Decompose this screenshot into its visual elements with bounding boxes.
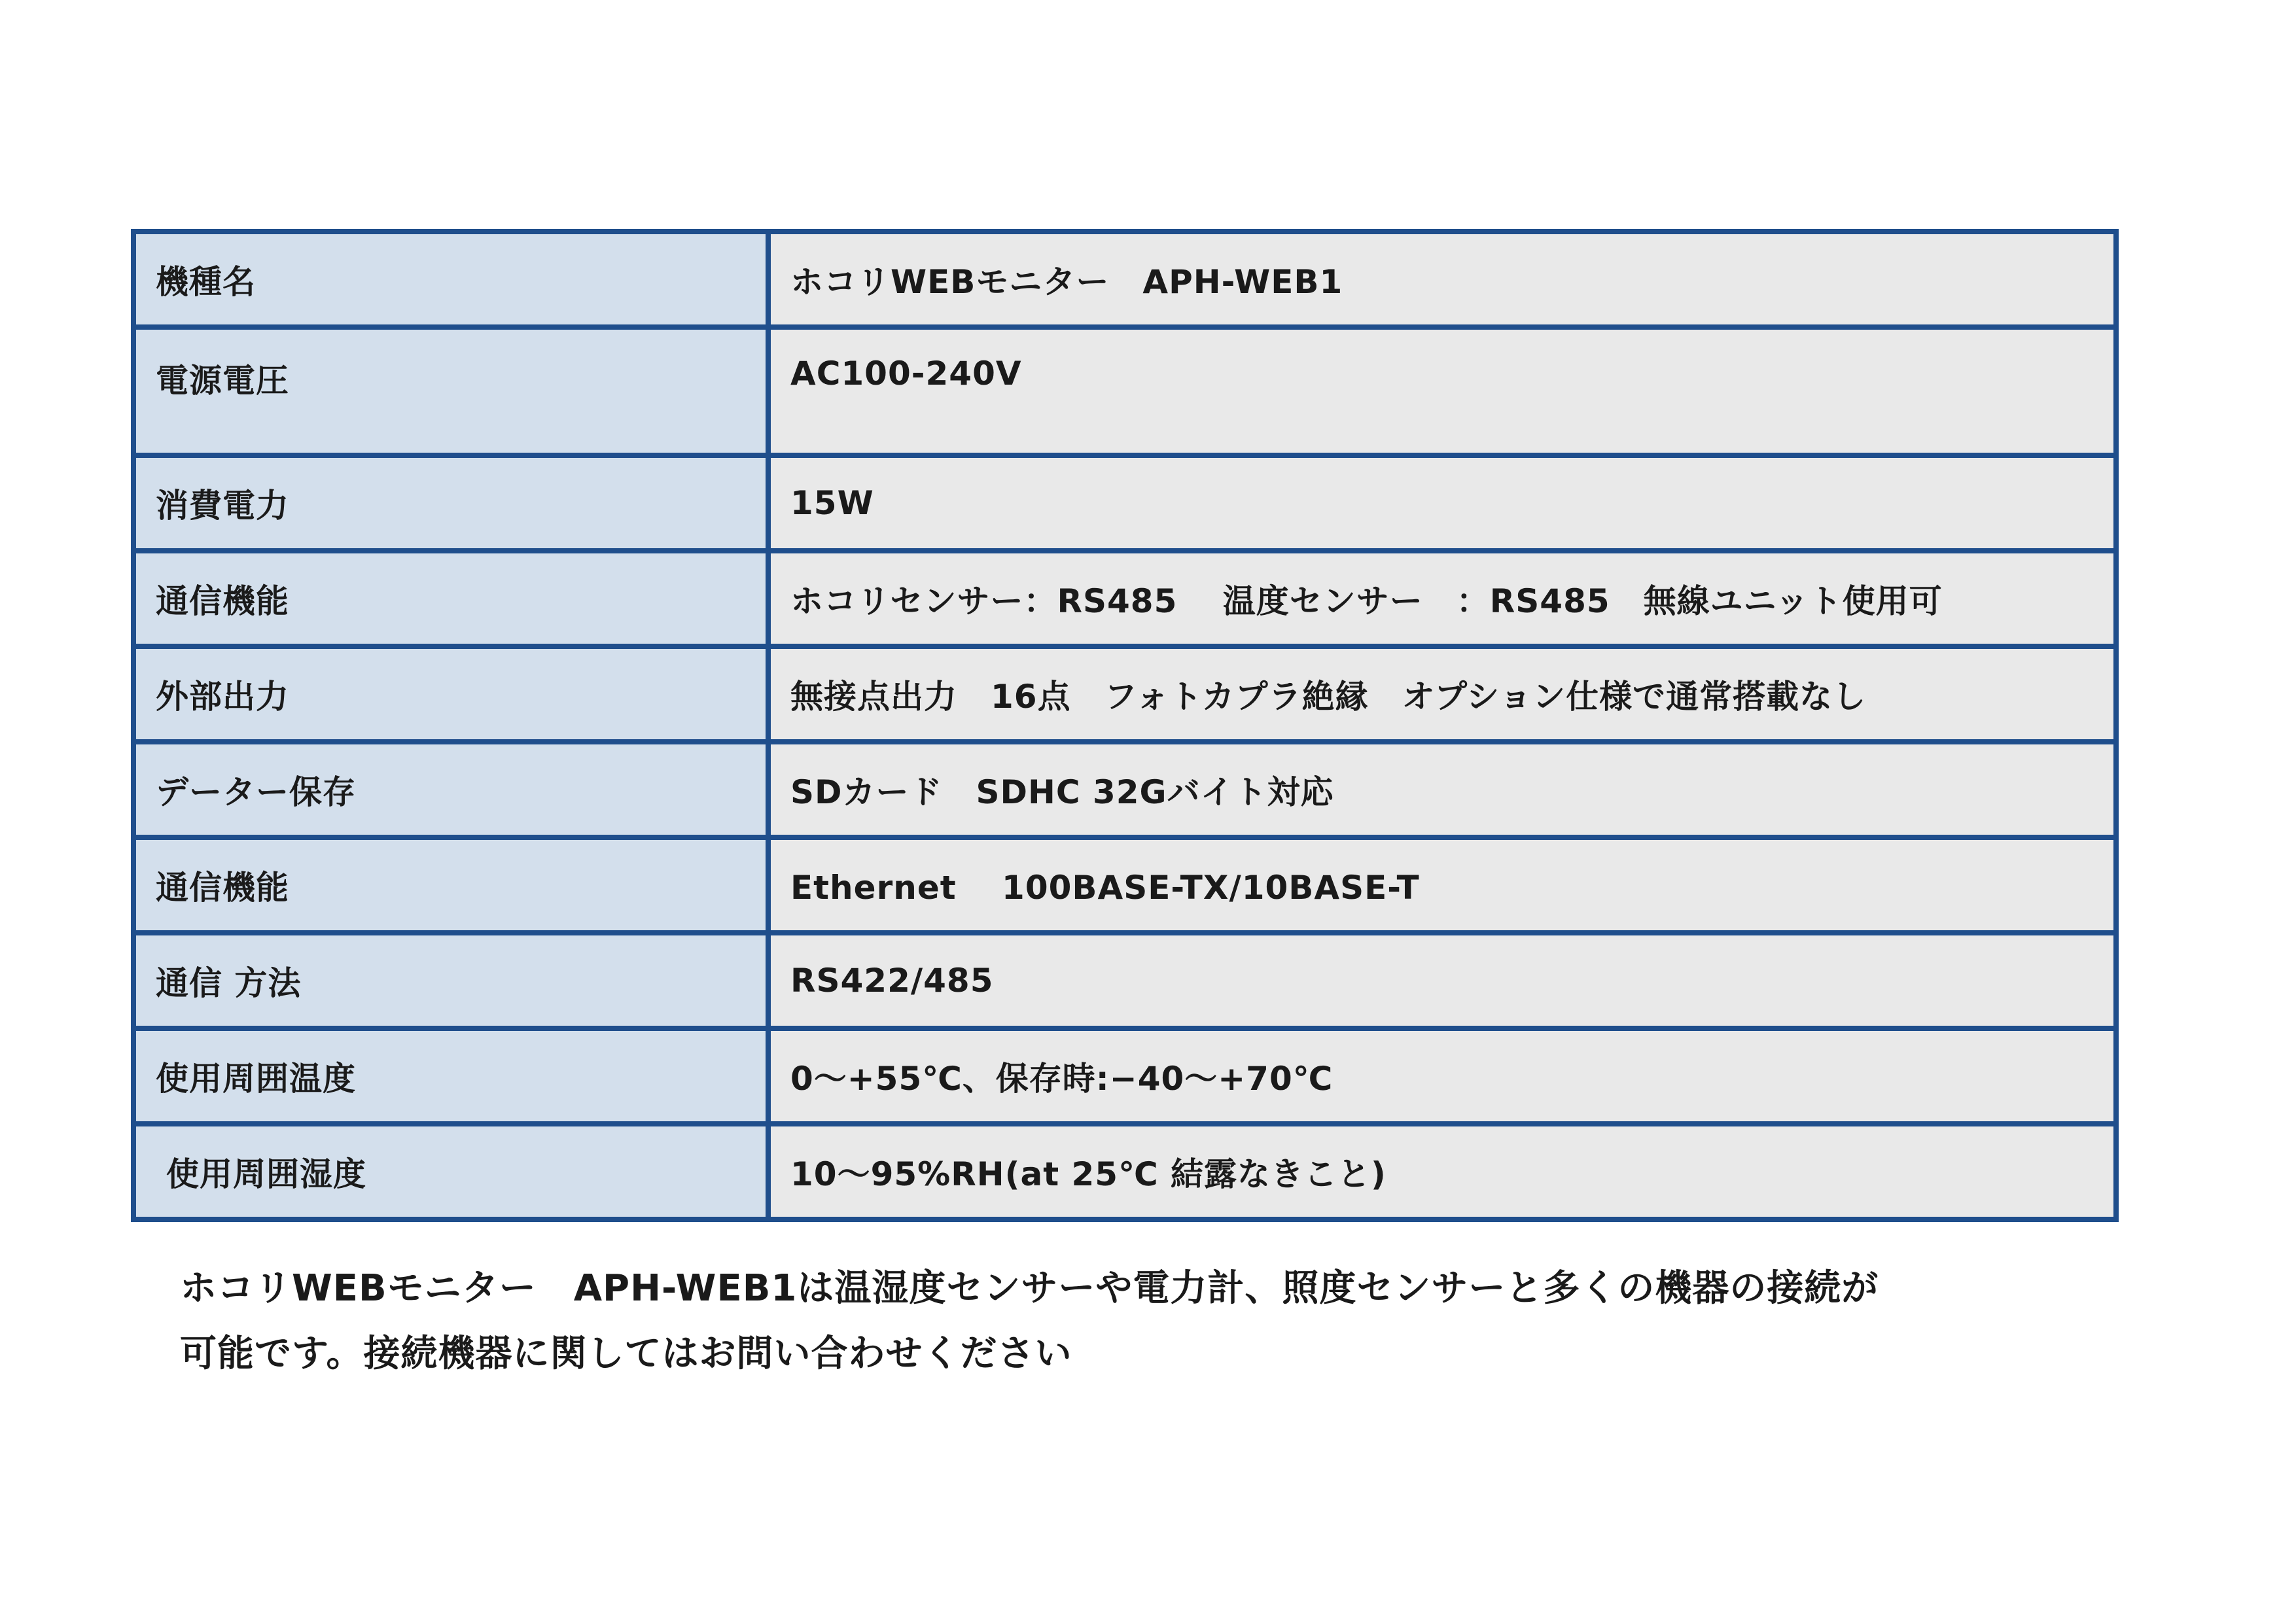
table-row xyxy=(133,455,2116,551)
product-note xyxy=(180,1256,2117,1387)
table-row xyxy=(133,837,2116,933)
spec-value-temperature: 0～+55℃、保存時:−40～+70℃ xyxy=(768,1028,2116,1124)
spec-value-model: ホコリWEBモニター APH-WEB1 xyxy=(768,232,2116,327)
spec-value-external-output: 無接点出力 16点 フォトカプラ絶縁 オプション仕様で通常搭載なし xyxy=(768,646,2116,742)
note-line-2: 可能です。接続機器に関してはお問い合わせください xyxy=(180,1333,1072,1375)
spec-value-humidity: 10～95%RH(at 25℃ 結露なきこと) xyxy=(768,1124,2116,1219)
spec-label-model: 機種名 xyxy=(133,232,768,327)
spec-label-network: 通信機能 xyxy=(133,837,768,933)
spec-table xyxy=(131,229,2119,1222)
spec-label-comm-method: 通信 方法 xyxy=(133,933,768,1028)
spec-label-communication: 通信機能 xyxy=(133,551,768,646)
spec-label-power: 消費電力 xyxy=(133,455,768,551)
table-row xyxy=(133,742,2116,837)
spec-label-data-storage: データー保存 xyxy=(133,742,768,837)
table-row xyxy=(133,1028,2116,1124)
note-line-1: ホコリWEBモニター APH-WEB1は温湿度センサーや電力計、照度センサーと多くの機器の接続が xyxy=(180,1267,1879,1310)
table-row xyxy=(133,646,2116,742)
spec-value-voltage: AC100-240V xyxy=(768,327,2116,455)
table-row xyxy=(133,551,2116,646)
table-row xyxy=(133,933,2116,1028)
spec-value-comm-method: RS422/485 xyxy=(768,933,2116,1028)
table-row xyxy=(133,327,2116,455)
spec-label-voltage: 電源電圧 xyxy=(133,327,768,455)
spec-value-network: Ethernet 100BASE-TX/10BASE-T xyxy=(768,837,2116,933)
spec-label-external-output: 外部出力 xyxy=(133,646,768,742)
spec-value-data-storage: SDカード SDHC 32Gバイト対応 xyxy=(768,742,2116,837)
spec-label-humidity: 使用周囲湿度 xyxy=(133,1124,768,1219)
spec-value-power: 15W xyxy=(768,455,2116,551)
spec-value-communication: ホコリセンサー：RS485 温度センサー ：RS485 無線ユニット使用可 xyxy=(768,551,2116,646)
table-row xyxy=(133,232,2116,327)
spec-label-temperature: 使用周囲温度 xyxy=(133,1028,768,1124)
table-row xyxy=(133,1124,2116,1219)
